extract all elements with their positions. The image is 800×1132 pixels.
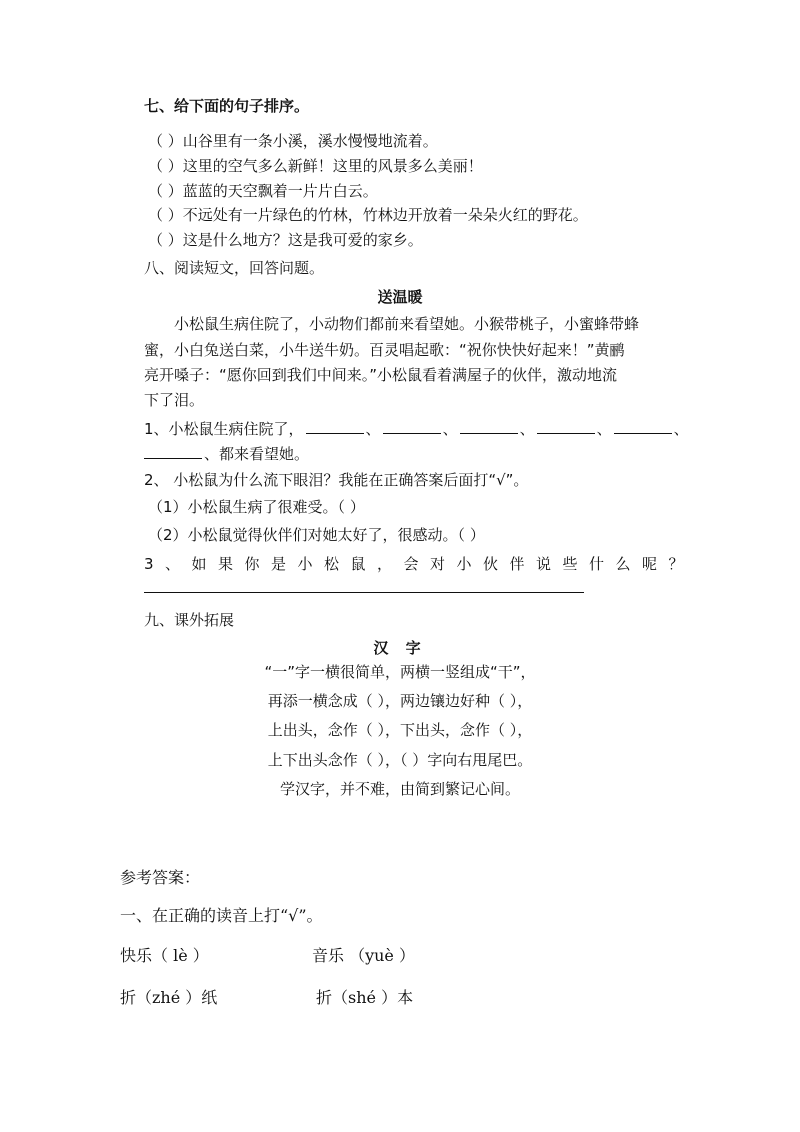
blank-separator: 、: [442, 420, 458, 438]
question-2-option: （2）小松鼠觉得伙伴们对她太好了，很感动。（ ）: [148, 526, 485, 544]
q1-prefix: 1、小松鼠生病住院了，: [144, 420, 304, 438]
question-3: 3、如果你是小松鼠，会对小伙伴说些什么呢？: [144, 555, 696, 573]
passage-title: 送温暖: [377, 288, 423, 306]
answer-blank[interactable]: [460, 419, 518, 434]
blank-separator: 、: [596, 420, 612, 438]
section7-item: （ ）蓝蓝的天空飘着一片片白云。: [148, 182, 378, 200]
section7-heading: 七、给下面的句子排序。: [144, 97, 310, 115]
answer-item: 折（zhé ）纸: [120, 988, 218, 1007]
answer-item: 快乐（ lè ）: [120, 946, 209, 965]
answer-item: 音乐 （yuè ）: [312, 946, 415, 965]
section7-item: （ ）不远处有一片绿色的竹林，竹林边开放着一朵朵火红的野花。: [148, 206, 588, 224]
poem-line: 上下出头念作（ ），（ ）字向右甩尾巴。: [267, 751, 533, 769]
section8-heading: 八、阅读短文，回答问题。: [144, 259, 325, 277]
answers-q1: 一、在正确的读音上打“√”。: [120, 906, 323, 925]
answer-blank[interactable]: [537, 419, 595, 434]
section7-item: （ ）这里的空气多么新鲜！这里的风景多么美丽！: [148, 157, 483, 175]
poem-title: 汉 字: [373, 639, 427, 657]
passage-line: 小松鼠生病住院了，小动物们都前来看望她。小猴带桃子，小蜜蜂带蜂: [174, 315, 640, 333]
answers-heading: 参考答案：: [120, 868, 201, 887]
answer-blank[interactable]: [383, 419, 441, 434]
blank-separator: 、: [365, 420, 381, 438]
passage-line: 下了泪。: [144, 391, 205, 409]
section7-item: （ ）山谷里有一条小溪，溪水慢慢地流着。: [148, 132, 438, 150]
q1-suffix: 、都来看望她。: [204, 445, 310, 463]
passage-line: 蜜，小白兔送白菜，小牛送牛奶。百灵唱起歌：“祝你快快好起来！”黄鹂: [144, 341, 625, 359]
answer-item: 折（shé ）本: [316, 988, 414, 1007]
question-2: 2、 小松鼠为什么流下眼泪？我能在正确答案后面打“√”。: [144, 471, 529, 489]
question-1-cont: [144, 444, 309, 464]
question-1: [144, 419, 689, 439]
poem-line: 再添一横念成（ ），两边镶边好种（ ），: [267, 692, 533, 710]
answer-line[interactable]: [144, 592, 584, 593]
section7-item: （ ）这是什么地方？这是我可爱的家乡。: [148, 231, 423, 249]
question-2-option: （1）小松鼠生病了很难受。（ ）: [148, 498, 365, 516]
poem-line: 上出头，念作（ ），下出头，念作（ ），: [267, 721, 533, 739]
passage-line: 亮开嗓子：“愿你回到我们中间来。”小松鼠看着满屋子的伙伴，激动地流: [144, 366, 618, 384]
blank-separator: 、: [673, 420, 689, 438]
answer-blank[interactable]: [614, 419, 672, 434]
answer-blank[interactable]: [306, 419, 364, 434]
blank-separator: 、: [519, 420, 535, 438]
poem-line: “一”字一横很简单，两横一竖组成“干”，: [264, 663, 536, 681]
section9-heading: 九、课外拓展: [144, 611, 235, 629]
answer-blank[interactable]: [144, 444, 202, 459]
poem-line: 学汉字，并不难，由简到繁记心间。: [279, 780, 520, 798]
